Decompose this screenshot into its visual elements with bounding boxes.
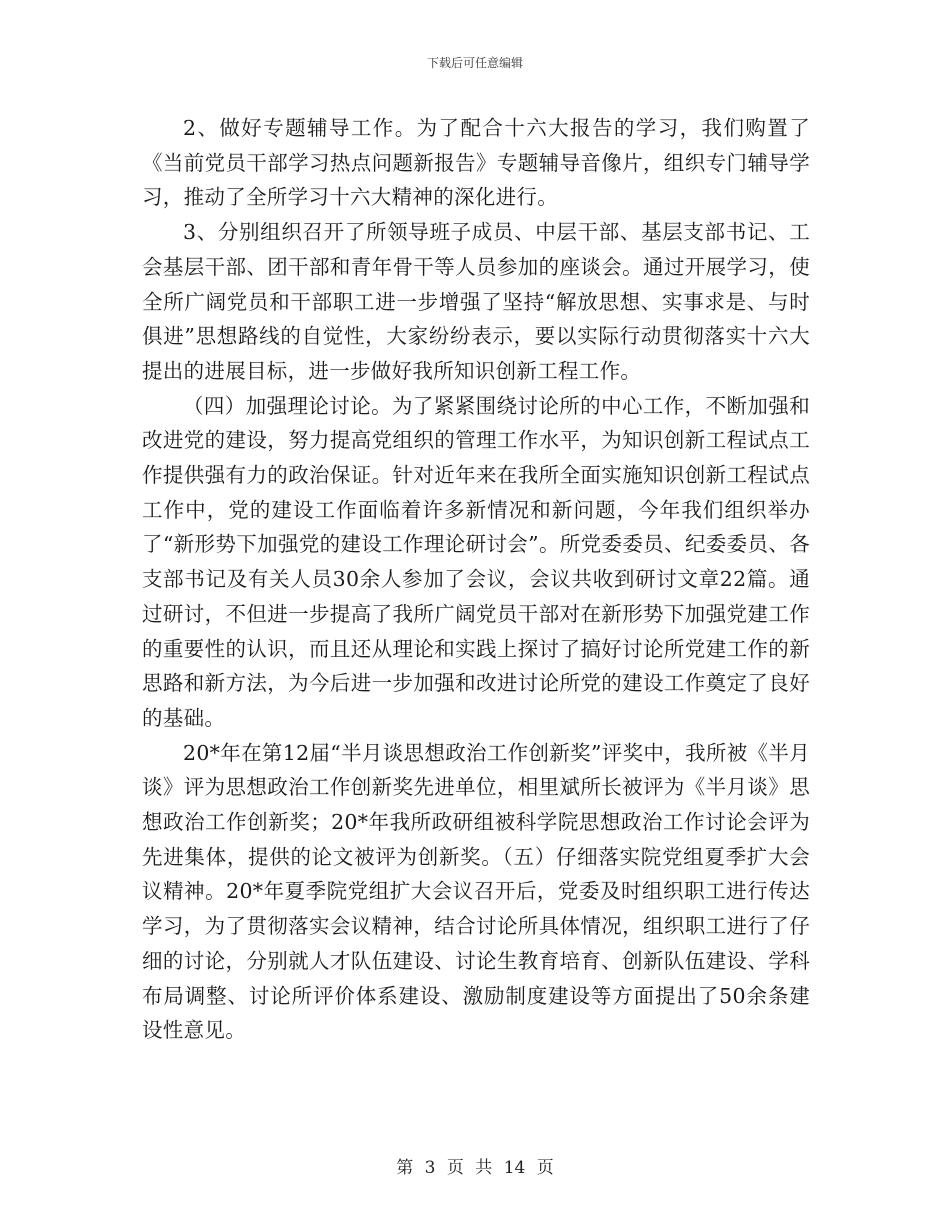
paragraph-topic-guidance: 2、做好专题辅导工作。为了配合十六大报告的学习，我们购置了《当前党员干部学习热点问题新报告》专题辅导音像片，组织专门辅导学习，推动了全所学习十六大精神的深化进行。 xyxy=(142,116,810,210)
paragraph-theory-research: （四）加强理论讨论。为了紧紧围绕讨论所的中心工作，不断加强和改进党的建设，努力提高党组织的管理工作水平，为知识创新工程试点工作提供强有力的政治保证。针对近年来在我所全面实施知识创新工程试点工作中，党的建设工作面临着许多新情况和新问题，今年我们组织举办了“新形势下加强党的建设工作理论研讨会”。所党委委员、纪委委员、各支部书记及有关人员30余人参加了会议，会议共收到研讨文章22篇。通过研讨，不但进一步提高了我所广阔党员干部对在新形势下加强党建工作的重要性的认识，而且还从理论和实践上探讨了搞好讨论所党建工作的新思路和新方法，为今后进一步加强和改进讨论所党的建设工作奠定了良好的基础。 xyxy=(142,393,810,730)
paragraph-awards-and-summer-meeting: 20*年在第12届“半月谈思想政治工作创新奖”评奖中，我所被《半月谈》评为思想政治工作创新奖先进单位，相里斌所长被评为《半月谈》思想政治工作创新奖；20*年我所政研组被科学院思想政治工作讨论会评为先进集体，提供的论文被评为创新奖。（五）仔细落实院党组夏季扩大会议精神。20*年夏季院党组扩大会议召开后，党委及时组织职工进行传达学习，为了贯彻落实会议精神，结合讨论所具体情况，组织职工进行了仔细的讨论，分别就人才队伍建设、讨论生教育培育、创新队伍建设、学科布局调整、讨论所评价体系建设、激励制度建设等方面提出了50余条建设性意见。 xyxy=(142,740,810,1043)
page-number-footer: 第 3 页 共 14 页 xyxy=(396,1158,554,1178)
page-header: 下载后可任意编辑 xyxy=(426,56,523,70)
document-body xyxy=(142,111,810,1048)
paragraph-symposium: 3、分别组织召开了所领导班子成员、中层干部、基层支部书记、工会基层干部、团干部和青年骨干等人员参加的座谈会。通过开展学习，使全所广阔党员和干部职工进一步增强了坚持“解放思想、实事求是、与时俱进”思想路线的自觉性，大家纷纷表示，要以实际行动贯彻落实十六大提出的进展目标，进一步做好我所知识创新工程工作。 xyxy=(142,220,810,383)
